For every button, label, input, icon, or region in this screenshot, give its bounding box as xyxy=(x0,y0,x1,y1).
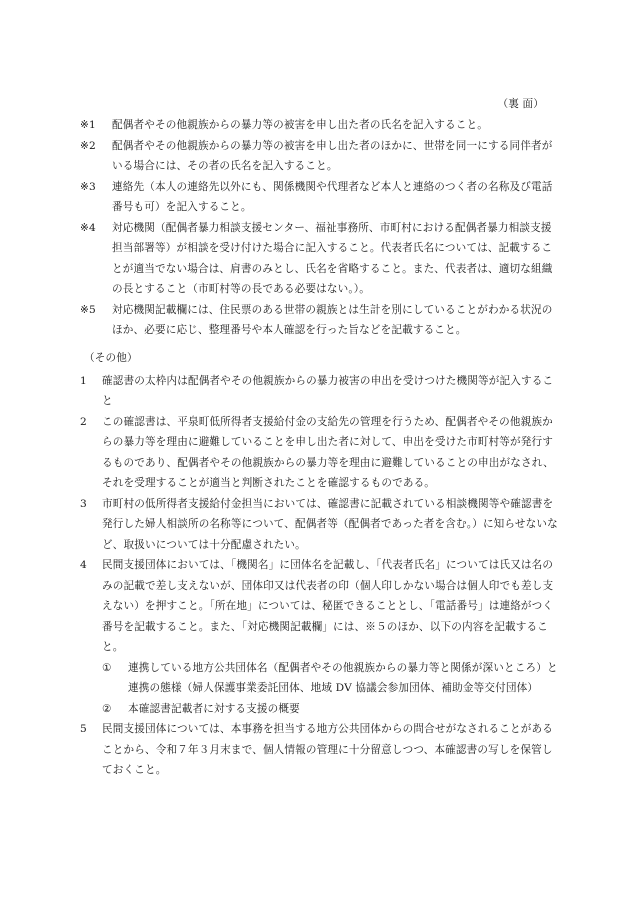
item-number: 1 xyxy=(80,374,87,387)
item-number: 4 xyxy=(80,559,87,571)
note-text: 配偶者やその他親族からの暴力等の被害を申し出た者のほかに、世帯を同一にする同伴者がいる場合には、その者の氏名を記入すること。 xyxy=(112,139,553,172)
item-text: 市町村の低所得者支援給付金担当においては、確認書に記載されている相談機関等や確認書を発行した婦人相談所の名称等について、配偶者等（配偶者であった者を含む。）に知らせないなど、取扱いについては十分配慮されたい。 xyxy=(102,497,558,551)
note-text: 対応機関（配偶者暴力相談支援センター、福祉事務所、市町村における配偶者暴力相談支援担当部署等）が相談を受け付けた場合に記入すること。代表者氏名については、記載することが適当でない場合は、肩書のみとし、氏名を省略すること。また、代表者は、適切な組織の長とすること（市町村等の長である必要はない。）。 xyxy=(112,221,553,295)
note-text: 連絡先（本人の連絡先以外にも、関係機関や代理者など本人と連絡のつく者の名称及び電話番号も可）を記入すること。 xyxy=(112,180,553,213)
item-text: 民間支援団体については、本事務を担当する地方公共団体からの問合せがなされることがあることから、令和７年３月末まで、個人情報の管理に十分留意しつつ、本確認書の写しを保管しておくこと。 xyxy=(102,723,554,776)
page-side-label: （裏 面） xyxy=(497,98,544,110)
item-text: この確認書は、平泉町低所得者支援給付金の支給先の管理を行うため、配偶者やその他親族からの暴力等を理由に避難していることを申し出た者に対して、申出を受けた市町村等が発行するものであり、配偶者やその他親族からの暴力等を理由に避難していることの申出がなされ、それを受理することが適当と判断されたことを確認するものである。 xyxy=(102,415,554,489)
other-item-2 xyxy=(80,412,560,494)
item-number: 2 xyxy=(80,415,87,428)
item-text: 民間支援団体においては、「機関名」に団体名を記載し、「代表者氏名」については氏又は名のみの記載で差し支えないが、団体印又は代表者の印（個人印しかない場合は個人印でも差し支えない）を押すこと。「所在地」については、秘匿できることとし、「電話番号」は連絡がつく番号を記載すること。また、「対応機関記載欄」には、※５のほか、以下の内容を記載すること。 xyxy=(102,559,554,653)
sub-item-text: 本確認書記載者に対する支援の概要 xyxy=(128,702,300,715)
sub-item-text: 連携している地方公共団体名（配偶者やその他親族からの暴力等と関係が深いところ）と連携の態様（婦人保護事業委託団体、地域 DV 協議会参加団体、補助金等交付団体） xyxy=(128,661,558,694)
other-section xyxy=(80,348,560,781)
note-3 xyxy=(80,177,560,218)
note-mark: ※3 xyxy=(80,180,96,193)
note-mark: ※2 xyxy=(80,139,96,152)
other-item-3 xyxy=(80,494,560,556)
other-item-4-sub-1 xyxy=(102,658,560,699)
note-1 xyxy=(80,115,560,136)
sub-item-number: ① xyxy=(102,661,112,674)
item-number: 5 xyxy=(80,723,87,735)
other-item-1 xyxy=(80,371,560,412)
other-heading: （その他） xyxy=(84,352,138,364)
item-number: 3 xyxy=(80,497,87,510)
note-4 xyxy=(80,218,560,300)
sub-item-number: ② xyxy=(102,702,112,715)
note-text: 配偶者やその他親族からの暴力等の被害を申し出た者の氏名を記入すること。 xyxy=(112,119,489,131)
other-item-4-sub-2 xyxy=(102,699,560,720)
note-2 xyxy=(80,136,560,177)
notes-section xyxy=(80,115,560,341)
other-item-5 xyxy=(80,719,560,781)
note-mark: ※4 xyxy=(80,221,96,234)
note-mark: ※1 xyxy=(80,119,96,131)
other-item-4 xyxy=(80,555,560,658)
note-5 xyxy=(80,300,560,341)
item-text: 確認書の太枠内は配偶者やその他親族からの暴力被害の申出を受けつけた機関等が記入すること xyxy=(102,374,554,407)
note-mark: ※5 xyxy=(80,303,96,316)
note-text: 対応機関記載欄には、住民票のある世帯の親族とは生計を別にしていることがわかる状況のほか、必要に応じ、整理番号や本人確認を行った旨などを記載すること。 xyxy=(112,303,553,336)
